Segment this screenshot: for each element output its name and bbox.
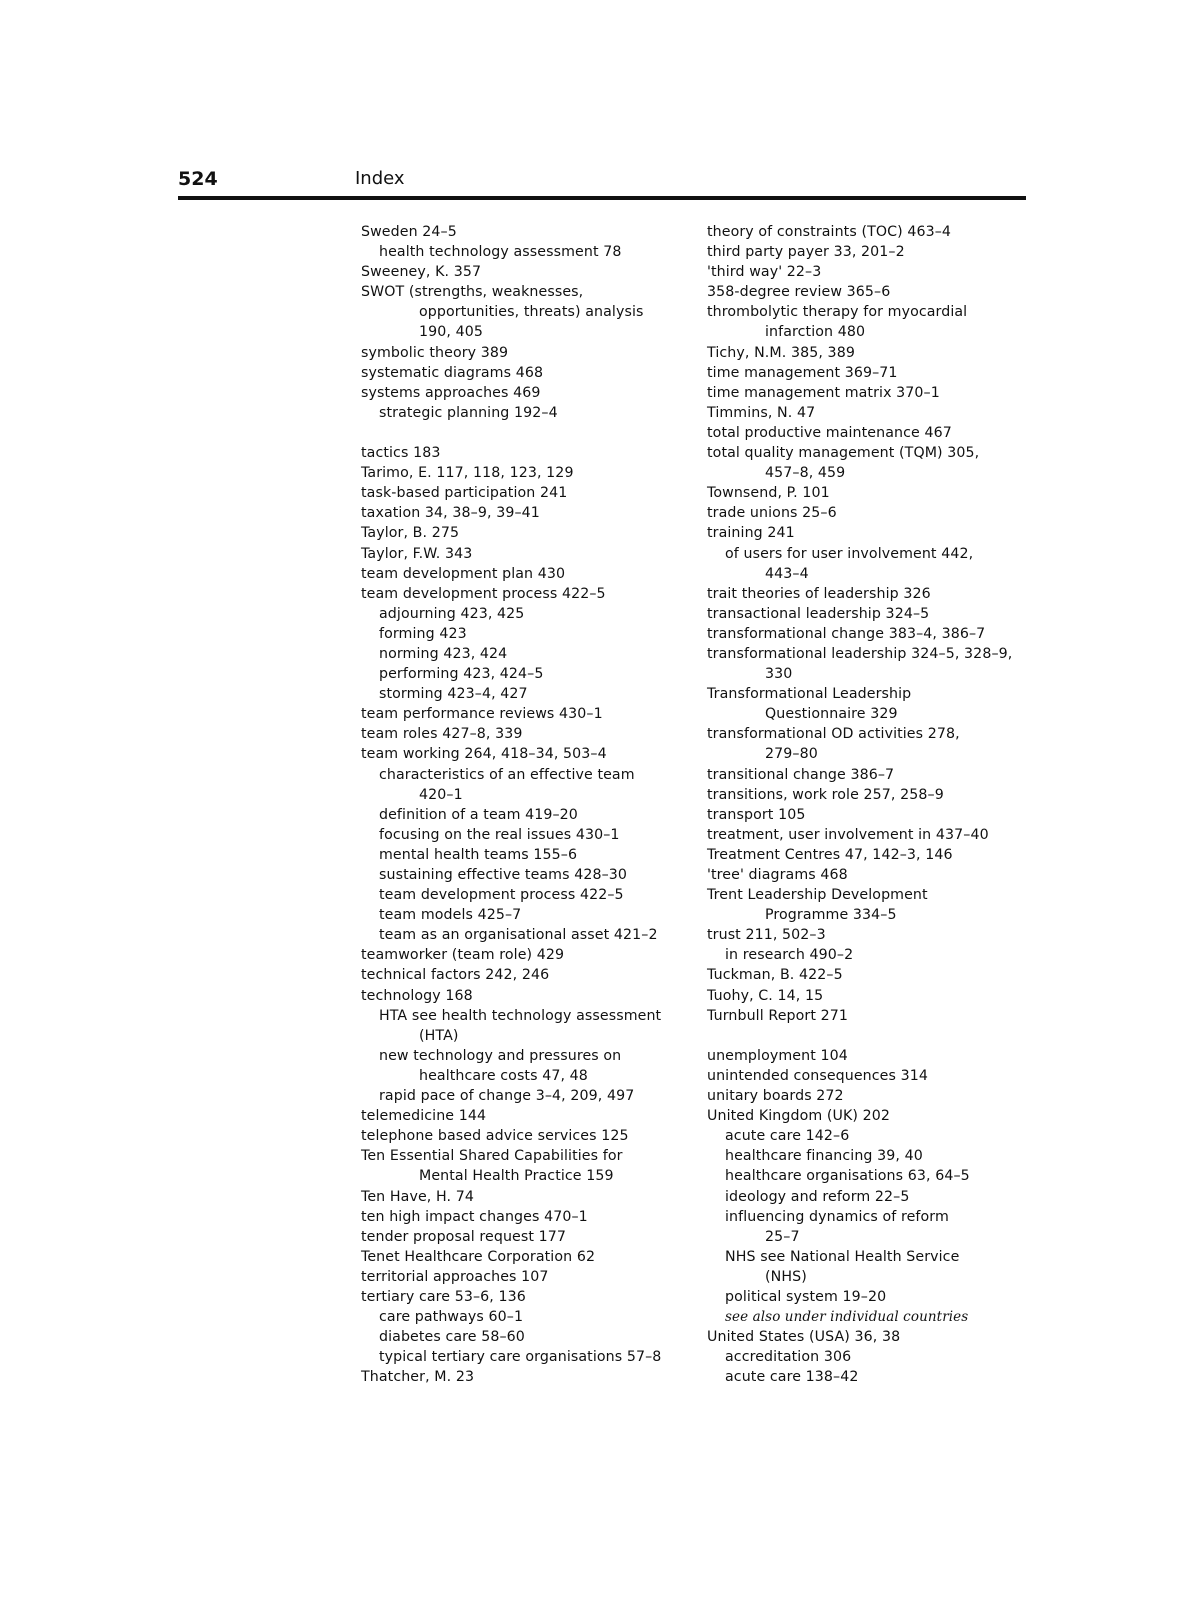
index-entry: norming 423, 424 <box>379 645 508 662</box>
index-entry: 'third way' 22–3 <box>707 264 822 281</box>
index-entry: team as an organisational asset 421–2 <box>379 927 658 944</box>
index-entry: technology 168 <box>361 987 473 1004</box>
index-entry: focusing on the real issues 430–1 <box>379 826 620 843</box>
index-entry: third party payer 33, 201–2 <box>707 244 905 261</box>
index-entry: transitional change 386–7 <box>707 766 895 783</box>
index-entry: transitions, work role 257, 258–9 <box>707 786 944 803</box>
index-entry: Ten Have, H. 74 <box>361 1188 474 1205</box>
index-entry: treatment, user involvement in 437–40 <box>707 826 989 843</box>
index-entry: thrombolytic therapy for myocardial <box>707 304 968 321</box>
index-entry: forming 423 <box>379 625 467 642</box>
index-entry: Timmins, N. 47 <box>707 404 816 421</box>
index-entry: 420–1 <box>419 786 463 803</box>
index-entry: infarction 480 <box>765 324 866 341</box>
index-entry: NHS see National Health Service <box>725 1248 960 1265</box>
index-entry: (HTA) <box>419 1027 459 1044</box>
index-entry: storming 423–4, 427 <box>379 686 528 703</box>
index-entry: territorial approaches 107 <box>361 1268 549 1285</box>
index-entry: team models 425–7 <box>379 907 522 924</box>
index-entry: diabetes care 58–60 <box>379 1329 525 1346</box>
index-entry: Programme 334–5 <box>765 907 897 924</box>
index-entry: Mental Health Practice 159 <box>419 1168 614 1185</box>
index-entry: teamworker (team role) 429 <box>361 947 565 964</box>
letter-gap <box>707 1026 1037 1046</box>
index-entry: United Kingdom (UK) 202 <box>707 1108 891 1125</box>
index-entry: 443–4 <box>765 565 809 582</box>
index-entry: ideology and reform 22–5 <box>725 1188 910 1205</box>
index-entry: unintended consequences 314 <box>707 1067 928 1084</box>
page-header <box>178 166 1026 196</box>
index-entry: transport 105 <box>707 806 806 823</box>
index-entry: HTA see health technology assessment <box>379 1007 662 1024</box>
index-entry: theory of constraints (TOC) 463–4 <box>707 224 952 240</box>
index-entry: tender proposal request 177 <box>361 1228 567 1245</box>
index-entry: unemployment 104 <box>707 1047 848 1064</box>
index-entry: accreditation 306 <box>725 1349 852 1366</box>
index-entry: trade unions 25–6 <box>707 505 837 522</box>
index-entry: Taylor, B. 275 <box>361 525 460 542</box>
index-entry: Sweeney, K. 357 <box>361 264 482 281</box>
index-entry: Treatment Centres 47, 142–3, 146 <box>707 846 953 863</box>
index-entry: Tichy, N.M. 385, 389 <box>707 344 855 361</box>
index-entry: ten high impact changes 470–1 <box>361 1208 588 1225</box>
index-entry: mental health teams 155–6 <box>379 846 578 863</box>
index-column-left <box>361 222 691 1387</box>
index-entry: Townsend, P. 101 <box>707 485 830 502</box>
index-entry: task-based participation 241 <box>361 485 568 502</box>
index-entry: see also under individual countries <box>725 1309 969 1326</box>
index-entry: performing 423, 424–5 <box>379 666 544 683</box>
index-entry: Sweden 24–5 <box>361 224 457 240</box>
letter-gap <box>361 423 691 443</box>
index-entry: health technology assessment 78 <box>379 244 622 261</box>
index-entry: United States (USA) 36, 38 <box>707 1329 901 1346</box>
index-entry: Taylor, F.W. 343 <box>361 545 473 562</box>
index-entry: Tuohy, C. 14, 15 <box>707 987 824 1004</box>
index-entry: unitary boards 272 <box>707 1088 844 1105</box>
index-entry: new technology and pressures on <box>379 1047 622 1064</box>
index-entry: Ten Essential Shared Capabilities for <box>361 1148 623 1165</box>
index-entry: Thatcher, M. 23 <box>361 1369 475 1386</box>
index-entry: Transformational Leadership <box>707 686 912 703</box>
index-entry: transformational leadership 324–5, 328–9, <box>707 645 1013 662</box>
index-entry: time management 369–71 <box>707 364 898 381</box>
index-entry: sustaining effective teams 428–30 <box>379 867 628 883</box>
index-entry: team development plan 430 <box>361 565 566 582</box>
index-entry: time management matrix 370–1 <box>707 384 940 401</box>
running-head: Index <box>355 168 405 189</box>
index-entry: Turnbull Report 271 <box>707 1007 848 1024</box>
index-entry: Tarimo, E. 117, 118, 123, 129 <box>361 465 574 482</box>
index-entry: Tenet Healthcare Corporation 62 <box>361 1248 596 1265</box>
index-entry: rapid pace of change 3–4, 209, 497 <box>379 1088 635 1105</box>
index-entry: symbolic theory 389 <box>361 344 509 361</box>
index-entry: definition of a team 419–20 <box>379 806 578 823</box>
index-entry: 457–8, 459 <box>765 465 846 482</box>
index-entry: Trent Leadership Development <box>707 887 928 904</box>
index-entry: Tuckman, B. 422–5 <box>707 967 843 984</box>
index-entry: transactional leadership 324–5 <box>707 605 930 622</box>
index-entry: telephone based advice services 125 <box>361 1128 629 1145</box>
index-entry: Questionnaire 329 <box>765 706 898 723</box>
index-entry: total quality management (TQM) 305, <box>707 445 980 462</box>
index-entry: of users for user involvement 442, <box>725 545 974 562</box>
index-entry: team performance reviews 430–1 <box>361 706 603 723</box>
index-entry: acute care 142–6 <box>725 1128 850 1145</box>
index-entry: characteristics of an effective team <box>379 766 635 783</box>
index-entry: trust 211, 502–3 <box>707 927 826 944</box>
index-entry: technical factors 242, 246 <box>361 967 550 984</box>
index-entry: total productive maintenance 467 <box>707 424 952 441</box>
index-entry: tactics 183 <box>361 445 441 462</box>
index-entry: team development process 422–5 <box>361 585 606 602</box>
index-entry: SWOT (strengths, weaknesses, <box>361 284 584 301</box>
index-entry: opportunities, threats) analysis <box>419 304 644 321</box>
index-entry: typical tertiary care organisations 57–8 <box>379 1349 662 1366</box>
index-entry: team roles 427–8, 339 <box>361 726 523 743</box>
page-number: 524 <box>178 168 218 190</box>
index-column-right <box>707 222 1037 1387</box>
index-entry: healthcare financing 39, 40 <box>725 1148 923 1165</box>
index-entry: (NHS) <box>765 1268 807 1285</box>
index-entry: political system 19–20 <box>725 1288 887 1305</box>
index-entry: in research 490–2 <box>725 947 854 964</box>
index-entry: transformational OD activities 278, <box>707 726 960 743</box>
index-entry: 'tree' diagrams 468 <box>707 867 848 883</box>
index-entry: 279–80 <box>765 746 818 763</box>
index-entry: systematic diagrams 468 <box>361 364 544 381</box>
index-entry: influencing dynamics of reform <box>725 1208 949 1225</box>
index-entry: 25–7 <box>765 1228 800 1245</box>
index-entry: trait theories of leadership 326 <box>707 585 931 602</box>
index-entry: team development process 422–5 <box>379 887 624 904</box>
index-entry: team working 264, 418–34, 503–4 <box>361 746 607 763</box>
index-entry: healthcare organisations 63, 64–5 <box>725 1168 970 1185</box>
index-entry: acute care 138–42 <box>725 1369 859 1386</box>
index-entry: care pathways 60–1 <box>379 1309 524 1326</box>
index-entry: adjourning 423, 425 <box>379 605 525 622</box>
index-entry: transformational change 383–4, 386–7 <box>707 625 986 642</box>
index-entry: strategic planning 192–4 <box>379 404 558 421</box>
index-entry: healthcare costs 47, 48 <box>419 1067 588 1084</box>
index-entry: taxation 34, 38–9, 39–41 <box>361 505 540 522</box>
index-entry: training 241 <box>707 525 795 542</box>
index-entry: tertiary care 53–6, 136 <box>361 1288 526 1305</box>
index-entry: 330 <box>765 666 793 683</box>
header-rule <box>178 196 1026 200</box>
index-entry: 190, 405 <box>419 324 483 341</box>
index-entry: 358-degree review 365–6 <box>707 284 891 301</box>
index-entry: telemedicine 144 <box>361 1108 487 1125</box>
index-entry: systems approaches 469 <box>361 384 541 401</box>
